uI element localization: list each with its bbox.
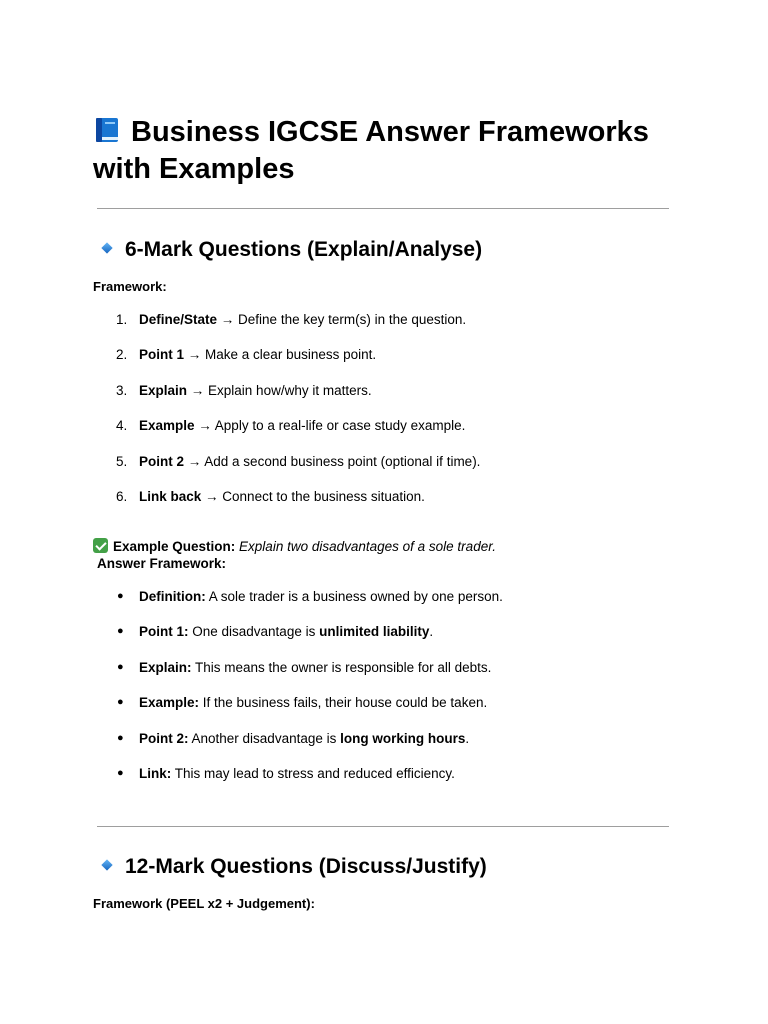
bullet-icon: ●: [117, 732, 124, 744]
answer-term: Example:: [139, 695, 200, 710]
answer-content: [139, 730, 469, 747]
bullet-icon: ●: [117, 696, 124, 708]
step-term: Point 1: [139, 347, 185, 362]
section-heading-6-mark: [100, 237, 482, 263]
section-heading-text: 6-Mark Questions (Explain/Analyse): [125, 238, 483, 261]
step-term: Explain: [139, 383, 188, 398]
page-title-text: Business IGCSE Answer Frameworks with Examples: [93, 116, 649, 185]
step-text: Connect to the business situation.: [222, 489, 425, 504]
answer-text: A sole trader is a business owned by one person.: [205, 589, 503, 604]
step-term: Example: [139, 418, 195, 433]
bullet-icon: ●: [117, 767, 124, 779]
answer-content: [139, 659, 491, 676]
section-heading-text: 12-Mark Questions (Discuss/Justify): [125, 855, 487, 878]
framework-peel-label: Framework (PEEL x2 + Judgement):: [93, 896, 315, 911]
step-term: Define/State: [139, 312, 218, 327]
divider: [97, 826, 669, 827]
step-content: [139, 453, 480, 470]
answer-text: This means the owner is responsible for all debts.: [191, 660, 492, 675]
answer-term: Point 1:: [139, 624, 189, 639]
answer-term: Point 2:: [139, 731, 189, 746]
answer-content: [139, 623, 433, 640]
page-title: [93, 114, 693, 188]
answer-text: If the business fails, their house could be taken.: [199, 695, 488, 710]
check-mark-icon: [93, 538, 108, 553]
step-text: Explain how/why it matters.: [208, 383, 372, 398]
arrow: →: [184, 347, 206, 362]
step-content: [139, 488, 425, 505]
bullet-icon: ●: [117, 590, 124, 602]
step-term: Link back: [139, 489, 202, 504]
step-content: [139, 417, 465, 434]
blue-book-icon: [93, 116, 121, 144]
answer-term: Link:: [139, 766, 172, 781]
step-number: 1.: [116, 312, 128, 327]
arrow: →: [217, 312, 239, 327]
answer-framework-label: Answer Framework:: [97, 556, 227, 571]
framework-label: Framework:: [93, 279, 167, 294]
answer-text: This may lead to stress and reduced efficiency.: [171, 766, 455, 781]
step-number: 3.: [116, 383, 128, 398]
arrow: →: [201, 489, 223, 504]
answer-term: Explain:: [139, 660, 192, 675]
answer-end: .: [429, 624, 434, 639]
blue-diamond-icon: [101, 860, 112, 871]
answer-term: Definition:: [139, 589, 206, 604]
step-term: Point 2: [139, 454, 185, 469]
answer-highlight: long working hours: [340, 731, 466, 746]
step-number: 6.: [116, 489, 128, 504]
arrow: →: [187, 383, 209, 398]
answer-highlight: unlimited liability: [319, 624, 430, 639]
divider: [97, 208, 669, 209]
step-content: [139, 311, 466, 328]
step-text: Add a second business point (optional if time).: [204, 454, 481, 469]
step-number: 2.: [116, 347, 128, 362]
section-heading-12-mark: [100, 854, 487, 880]
step-number: 4.: [116, 418, 128, 433]
answer-end: .: [465, 731, 470, 746]
blue-diamond-icon: [101, 243, 112, 254]
answer-text: Another disadvantage is: [188, 731, 341, 746]
example-question-label: Example Question:: [113, 539, 236, 554]
example-question-text: Explain two disadvantages of a sole trader.: [239, 539, 496, 554]
step-content: [139, 346, 376, 363]
answer-content: [139, 588, 503, 605]
step-text: Apply to a real-life or case study example.: [214, 418, 466, 433]
bullet-icon: ●: [117, 625, 124, 637]
arrow: →: [184, 454, 205, 469]
step-text: Make a clear business point.: [205, 347, 377, 362]
example-question: [93, 538, 496, 555]
step-text: Define the key term(s) in the question.: [238, 312, 467, 327]
arrow: →: [194, 418, 215, 433]
answer-content: [139, 694, 487, 711]
step-number: 5.: [116, 454, 128, 469]
bullet-icon: ●: [117, 661, 124, 673]
answer-text: One disadvantage is: [188, 624, 320, 639]
answer-content: [139, 765, 455, 782]
step-content: [139, 382, 372, 399]
